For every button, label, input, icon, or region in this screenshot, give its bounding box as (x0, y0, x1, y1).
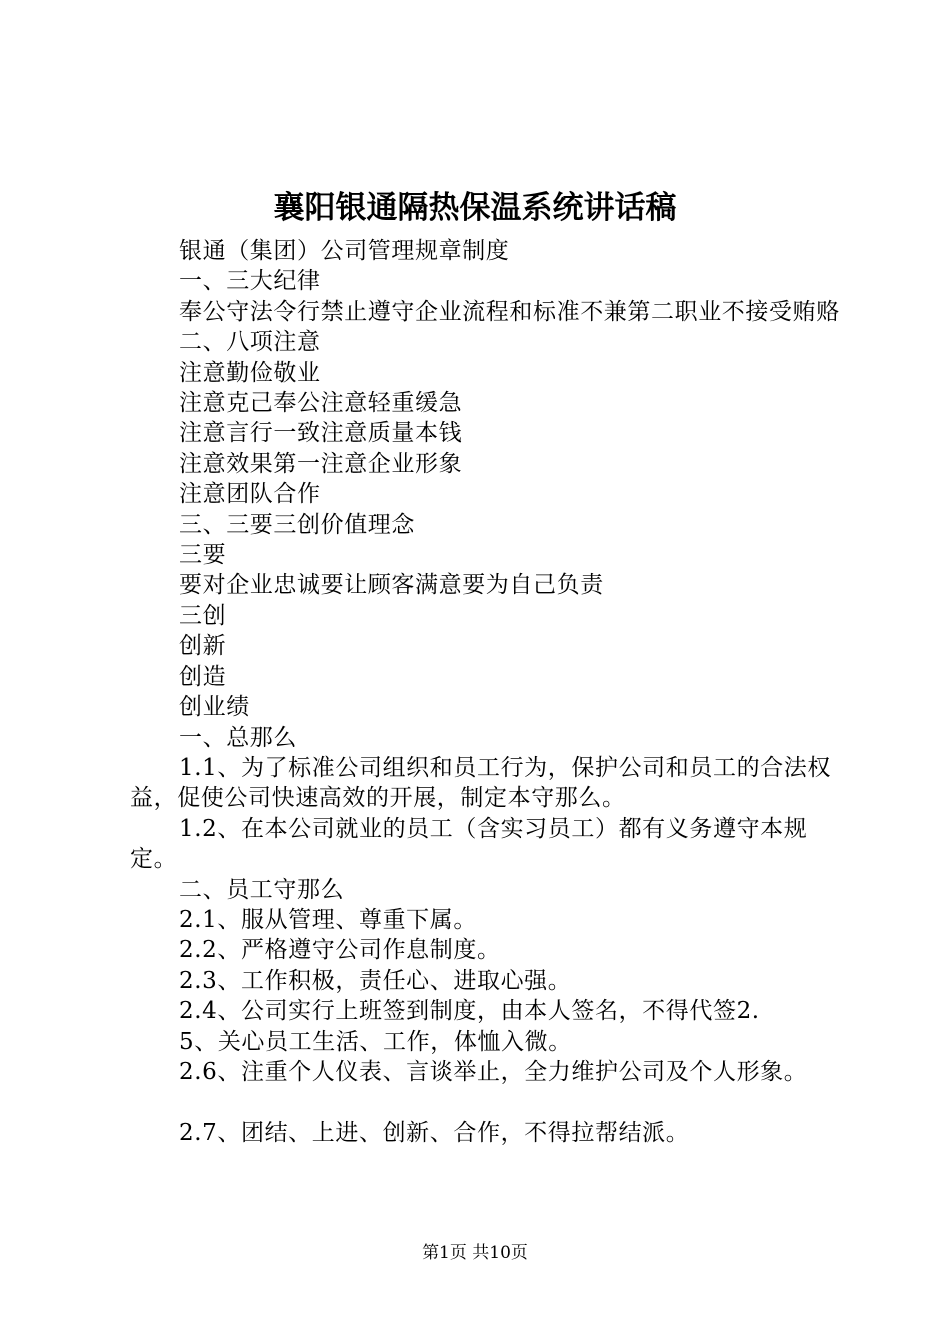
paragraph-2-1: 2.1、服从管理、尊重下属。 (179, 906, 477, 933)
paragraph-achieve: 创业绩 (179, 694, 250, 721)
heading-employee-rules: 二、员工守那么 (179, 876, 345, 903)
paragraph-musts-detail: 要对企业忠诚要让顾客满意要为自己负责 (179, 572, 604, 599)
heading-eight-points: 二、八项注意 (179, 329, 321, 356)
paragraph-innovate: 创新 (179, 633, 227, 660)
paragraph-create: 创造 (179, 663, 227, 690)
paragraph-2-3: 2.3、工作积极，责任心、进取心强。 (179, 967, 572, 994)
page-footer: 第1页 共10页 (422, 1243, 528, 1263)
paragraph-disciplines: 奉公守法令行禁止遵守企业流程和标准不兼第二职业不接受贿赂 (179, 298, 840, 325)
paragraph-2-6: 2.6、注重个人仪表、言谈举止，全力维护公司及个人形象。 (179, 1058, 808, 1085)
paragraph-point-1: 注意勤俭敬业 (179, 359, 321, 386)
paragraph-point-5: 注意团队合作 (179, 481, 321, 508)
heading-three-disciplines: 一、三大纪律 (179, 268, 321, 295)
paragraph-1-1: 1.1、为了标准公司组织和员工行为，保护公司和员工的合法权益，促使公司快速高效的开展，制定本守那么。 (130, 754, 831, 812)
heading-values: 三、三要三创价值理念 (179, 511, 415, 538)
paragraph-point-2: 注意克己奉公注意轻重缓急 (179, 390, 463, 417)
paragraph-company-rules: 银通（集团）公司管理规章制度 (179, 238, 510, 264)
paragraph-1-2: 1.2、在本公司就业的员工（含实习员工）都有义务遵守本规定。 (130, 815, 808, 873)
paragraph-three-musts: 三要 (179, 542, 227, 569)
blank-line (130, 1087, 850, 1117)
paragraph-2-2: 2.2、严格遵守公司作息制度。 (179, 937, 501, 964)
paragraph-2-7: 2.7、团结、上进、创新、合作，不得拉帮结派。 (179, 1119, 690, 1146)
heading-general: 一、总那么 (179, 724, 297, 751)
paragraph-2-5: 5、关心员工生活、工作，体恤入微。 (179, 1028, 572, 1055)
paragraph-point-4: 注意效果第一注意企业形象 (179, 450, 463, 477)
paragraph-point-3: 注意言行一致注意质量本钱 (179, 420, 463, 447)
paragraph-2-4: 2.4、公司实行上班签到制度，由本人签名，不得代签2. (179, 998, 760, 1025)
paragraph-three-creates: 三创 (179, 602, 227, 629)
document-title: 襄阳银通隔热保温系统讲话稿 (273, 190, 677, 226)
document-body (130, 236, 850, 1148)
